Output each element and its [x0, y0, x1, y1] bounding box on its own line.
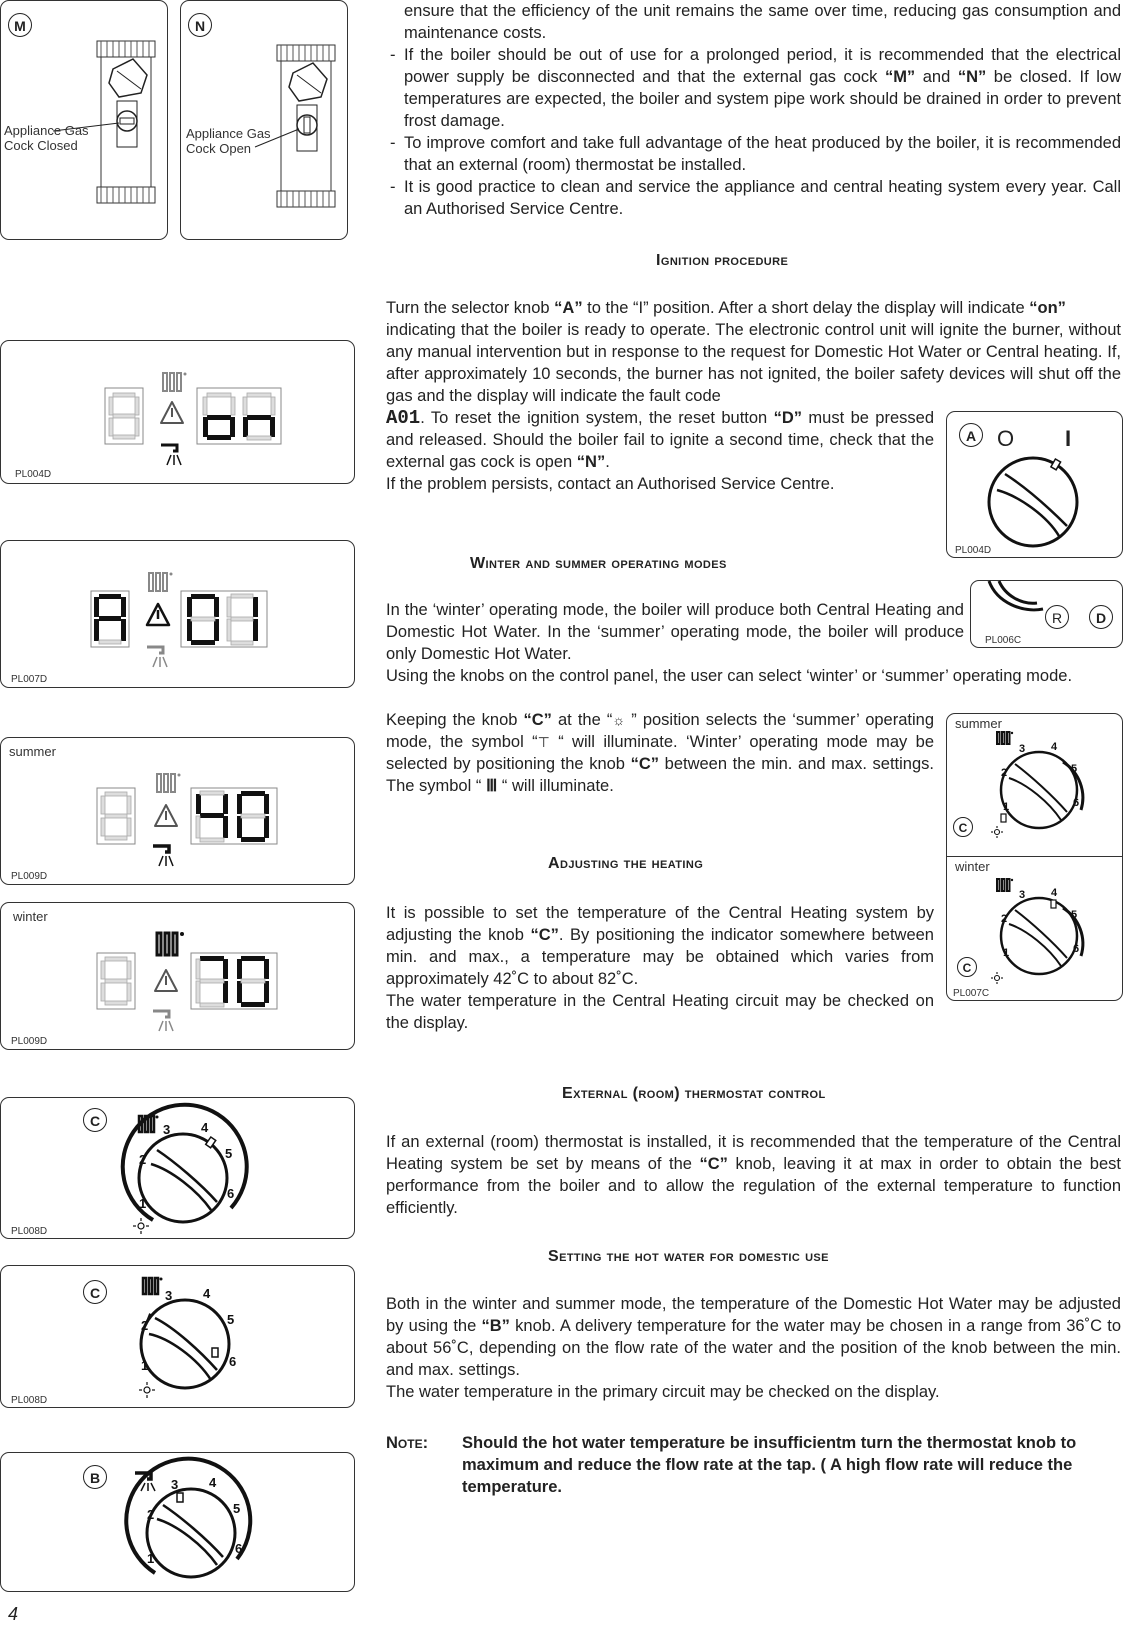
heating-text: It is possible to set the temperature of the Central Heating system by adjusting the knob “C”. By positioning the indicator somewhere between min. and max., a temperature may be obtained which varies from approximately 42˚C to about 82˚C. The water temperature in the Central Heating circuit may be checked on the display. — [386, 904, 934, 1032]
reset-r-button[interactable]: R — [1045, 605, 1069, 629]
tap-icon: ⊤ — [537, 734, 550, 750]
selector-knob-a-code: PL004D — [955, 545, 992, 556]
dial-num-6: 6 — [1073, 943, 1080, 955]
knob-c-max-drawing — [1, 1098, 356, 1240]
gas-cock-open-label-2: Cock Open — [186, 141, 252, 156]
ignition-text-cont: A01. To reset the ignition system, the reset button “D” must be pressed and released. Should the boiler fail to ignite a second time, check that the external gas cock is open “N”. If the problem persists, contact an Authorised Service Centre. — [386, 407, 935, 493]
dial-num-3: 3 — [163, 1122, 171, 1137]
display-summer-label: summer — [9, 744, 56, 759]
knob-c-max-figure — [0, 1097, 355, 1239]
dial-num-4: 4 — [209, 1475, 217, 1490]
dial-num-2: 2 — [139, 1152, 147, 1167]
dial-num-2: 2 — [147, 1507, 155, 1522]
dial-num-2: 2 — [1001, 913, 1008, 925]
dial-num-5: 5 — [227, 1312, 235, 1327]
dial-num-1: 1 — [139, 1196, 147, 1211]
gas-cock-closed-label-1: Appliance Gas — [4, 123, 89, 138]
mode-knobs-code: PL007C — [953, 988, 990, 999]
ignition-text-top: Turn the selector knob “A” to the “I” position. After a short delay the display will indicate “on” — [386, 299, 1066, 317]
display-a01-code: PL007D — [11, 674, 48, 685]
heading-thermostat: External (room) thermostat control — [562, 1085, 826, 1102]
dial-num-2: 2 — [141, 1318, 149, 1333]
mode-knobs-figure — [946, 713, 1123, 1001]
gas-cock-open-figure — [180, 0, 348, 240]
display-winter-figure — [0, 902, 355, 1050]
radiator-icon: Ⅲ — [485, 777, 498, 795]
gas-cock-open-label-1: Appliance Gas — [186, 126, 271, 141]
intro-bullet-1: - If the boiler should be out of use for a prolonged period, it is recommended that the electrical power supply be disconnected and that the external gas cock “M” and “N” be closed. If low temperatures are expected, the boiler and system pipe work should be drained in order to prevent frost damage. — [390, 46, 1122, 130]
mode-summer-label: summer — [955, 716, 1002, 731]
knob-c-max-letter: C — [83, 1108, 107, 1132]
gas-cock-closed-figure — [0, 0, 168, 240]
dial-num-6: 6 — [235, 1541, 243, 1556]
mode-winter-letter: C — [957, 957, 977, 977]
display-winter-label: winter — [13, 909, 48, 924]
selector-knob-a-figure — [946, 411, 1123, 558]
modes-text-1: In the ‘winter’ operating mode, the boiler will produce both Central Heating and Domestic Hot Water. In the ‘summer’ operating mode, the boiler will produce only Domestic Hot Water. — [386, 601, 964, 663]
dial-num-6: 6 — [229, 1354, 237, 1369]
modes-text-2: Using the knobs on the control panel, the user can select ‘winter’ or ‘summer’ operating mode. — [386, 667, 1073, 685]
intro-block — [390, 0, 1121, 220]
dial-num-5: 5 — [1071, 763, 1078, 775]
dial-num-4: 4 — [203, 1286, 211, 1301]
modes-text-3: Keeping the knob “C” at the “☼ ” position selects the ‘summer’ operating mode, the symbol “⊤ “ will illuminate. ‘Winter’ operating mode may be selected by positioning the knob “C” between the min. and max. settings. The symbol “ Ⅲ “ will illuminate. — [386, 711, 935, 795]
selector-knob-a-letter: A — [959, 423, 983, 447]
display-on-code: PL004D — [15, 469, 52, 480]
knob-c-second-drawing — [1, 1266, 356, 1409]
display-on-drawing — [1, 341, 356, 485]
display-a01-figure — [0, 540, 355, 688]
selector-pos-on: I — [1065, 426, 1072, 451]
gas-cock-closed-drawing — [1, 1, 169, 241]
heading-ignition: Ignition procedure — [656, 252, 789, 269]
display-summer-figure — [0, 737, 355, 885]
gas-cock-open-drawing — [181, 1, 349, 241]
display-summer-code: PL009D — [11, 871, 48, 882]
note-label: Note: — [386, 1434, 429, 1452]
knob-c-max-code: PL008D — [11, 1226, 48, 1237]
dial-num-4: 4 — [201, 1120, 209, 1135]
display-winter-drawing — [1, 903, 356, 1051]
display-summer-drawing — [1, 738, 356, 886]
reset-d-letter: D — [1089, 605, 1113, 629]
ignition-text-main: indicating that the boiler is ready to operate. The electronic control unit will ignite the burner, without any manual intervention but in response to the request for Domestic Hot Water or Central heating. If, after approximately 10 seconds, the burner has not ignited, the boiler safety devices will shut off the gas and the display will indicate the fault code — [386, 321, 1121, 405]
intro-bullet-2: - To improve comfort and take full advantage of the heat produced by the boiler, it is recommended that an external (room) thermostat be installed. — [390, 134, 1121, 174]
dial-num-1: 1 — [147, 1551, 155, 1566]
knob-b-figure — [0, 1452, 355, 1592]
dial-num-5: 5 — [1071, 909, 1078, 921]
dial-num-1: 1 — [141, 1358, 149, 1373]
knob-b-drawing — [1, 1453, 356, 1593]
sun-icon: ☼ — [612, 712, 626, 728]
dial-num-3: 3 — [1019, 743, 1026, 755]
mode-knobs-drawing — [947, 714, 1123, 1002]
gas-cock-closed-label-2: Cock Closed — [4, 138, 78, 153]
dial-num-6: 6 — [1073, 797, 1080, 809]
reset-button-d-code: PL006C — [985, 635, 1022, 646]
intro-paragraph-tail: ensure that the efficiency of the unit remains the same over time, reducing gas consumption and maintenance costs. — [404, 2, 1121, 42]
mode-summer-letter: C — [953, 817, 973, 837]
reset-button-d-figure — [970, 580, 1123, 648]
note-text: Should the hot water temperature be insufficientm turn the thermostat knob to maximum and reduce the flow rate at the tap. ( A high flow rate will reduce the temperature. — [462, 1434, 1077, 1496]
knob-b-letter: B — [83, 1465, 107, 1489]
dial-num-3: 3 — [1019, 889, 1026, 901]
dial-num-3: 3 — [171, 1477, 179, 1492]
dial-num-6: 6 — [227, 1186, 235, 1201]
dial-num-4: 4 — [1051, 741, 1058, 753]
figure-letter-m: M — [8, 13, 32, 37]
mode-winter-label: winter — [955, 859, 990, 874]
knob-c-second-code: PL008D — [11, 1395, 48, 1406]
display-winter-code: PL009D — [11, 1036, 48, 1047]
knob-c-second-letter: C — [83, 1280, 107, 1304]
heading-modes: Winter and summer operating modes — [470, 555, 727, 572]
page-number: 4 — [8, 1604, 19, 1624]
heading-heating: Adjusting the heating — [548, 855, 704, 872]
display-on-figure — [0, 340, 355, 484]
intro-bullet-3: - It is good practice to clean and service the appliance and central heating system every year. Call an Authorised Service Centre. — [390, 178, 1121, 218]
heading-hotwater: Setting the hot water for domestic use — [548, 1248, 829, 1265]
selector-pos-off: O — [997, 426, 1015, 451]
dial-num-5: 5 — [233, 1501, 241, 1516]
dial-num-5: 5 — [225, 1146, 233, 1161]
hotwater-text: Both in the winter and summer mode, the temperature of the Domestic Hot Water may be adjusted by using the “B” knob. A delivery temperature for the water may be chosen in a range from 36˚C to about 56˚C, depending on the flow rate of the water and the position of the knob between the min. and max. settings. The water temperature in the primary circuit may be checked on the display. — [386, 1295, 1122, 1401]
selector-knob-a-drawing — [947, 412, 1123, 559]
dial-num-4: 4 — [1051, 887, 1058, 899]
dial-num-2: 2 — [1001, 767, 1008, 779]
dial-num-1: 1 — [1003, 947, 1010, 959]
thermostat-text: If an external (room) thermostat is installed, it is recommended that the temperature of the Central Heating system be set by means of the “C” knob, leaving it at max in order to obtain the best performance from the boiler and to allow the regulation of the external temperature to function efficiently. — [386, 1133, 1121, 1217]
figure-letter-n: N — [188, 13, 212, 37]
knob-c-second-figure — [0, 1265, 355, 1408]
display-a01-drawing — [1, 541, 356, 689]
dial-num-3: 3 — [165, 1288, 173, 1303]
dial-num-1: 1 — [1003, 801, 1010, 813]
